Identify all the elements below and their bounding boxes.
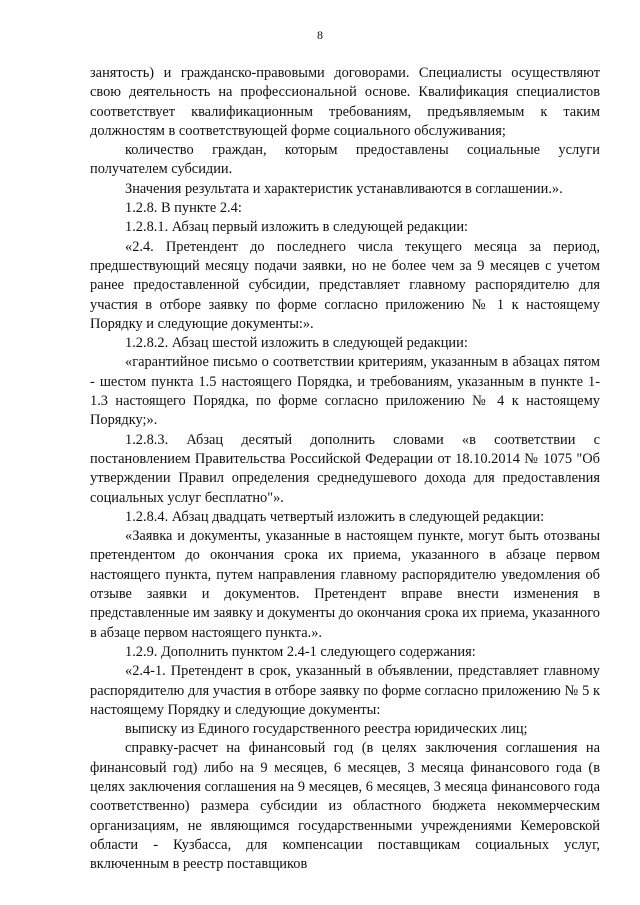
paragraph: Значения результата и характеристик устанавливаются в соглашении.».	[125, 180, 563, 197]
paragraph: 1.2.8.3. Абзац десятый дополнить словами «в соответствии с постановлением Правительства Российской Федерации от 18.10.2014 № 1075 "Об утверждении Правил определения среднедушевого дохода для предоставления социальных услуг бесплатно"».	[90, 431, 600, 506]
page-number: 8	[317, 28, 323, 42]
paragraph: справку-расчет на финансовый год (в целях заключения соглашения на финансовый год) либо на 9 месяцев, 6 месяцев, 3 месяца финансового года (в целях заключения соглашения на 9 месяцев, 6 месяцев, 3 месяца финансового года соответственно) размера субсидии из областного бюджета некоммерческим организациям, не являющимся государственными учреждениями Кемеровской области - Кузбасса, для компенсации поставщикам социальных услуг, включенным в реестр поставщиков	[90, 740, 600, 873]
paragraph: 1.2.8.4. Абзац двадцать четвертый изложить в следующей редакции:	[125, 508, 545, 525]
paragraph: 1.2.8. В пункте 2.4:	[125, 200, 242, 217]
paragraph: «Заявка и документы, указанные в настоящем пункте, могут быть отозваны претендентом до окончания срока их приема, указанного в абзаце первом настоящего пункта, путем направления главному распорядителю уведомления об отзыве заявки и документов. Претендент вправе внести изменения в представленные им заявку и документы до окончания срока их приема, указанного в абзаце первом настоящего пункта.».	[90, 528, 600, 641]
paragraph: «гарантийное письмо о соответствии критериям, указанным в абзацах пятом - шестом пункта 1.5 настоящего Порядка, и требованиям, указанным в пункте 1-1.3 настоящего Порядка, по форме согласно приложению № 4 к настоящему Порядку;».	[90, 354, 600, 429]
paragraph: 1.2.8.1. Абзац первый изложить в следующей редакции:	[125, 219, 469, 236]
document-body	[90, 64, 600, 874]
paragraph: «2.4. Претендент до последнего числа текущего месяца за период, предшествующий месяцу подачи заявки, но не более чем за 9 месяцев с учетом ранее предоставленной субсидии, представляет главному распорядителю для участия в отборе заявку по форме согласно приложению № 1 к настоящему Порядку и следующие документы:».	[90, 238, 600, 332]
paragraph: выписку из Единого государственного реестра юридических лиц;	[125, 721, 528, 738]
paragraph: 1.2.8.2. Абзац шестой изложить в следующей редакции:	[125, 335, 468, 352]
paragraph: количество граждан, которым предоставлены социальные услуги получателем субсидии.	[90, 142, 600, 178]
paragraph: «2.4-1. Претендент в срок, указанный в объявлении, представляет главному распорядителю для участия в отборе заявку по форме согласно приложению № 5 к настоящему Порядку и следующие документы:	[90, 663, 600, 718]
paragraph: 1.2.9. Дополнить пунктом 2.4-1 следующего содержания:	[125, 643, 476, 660]
paragraph: занятость) и гражданско-правовыми договорами. Специалисты осуществляют свою деятельность на профессиональной основе. Квалификация специалистов соответствует квалификационным требованиям, предъявляемым к таким должностям в соответствующей форме социального обслуживания;	[90, 65, 600, 139]
